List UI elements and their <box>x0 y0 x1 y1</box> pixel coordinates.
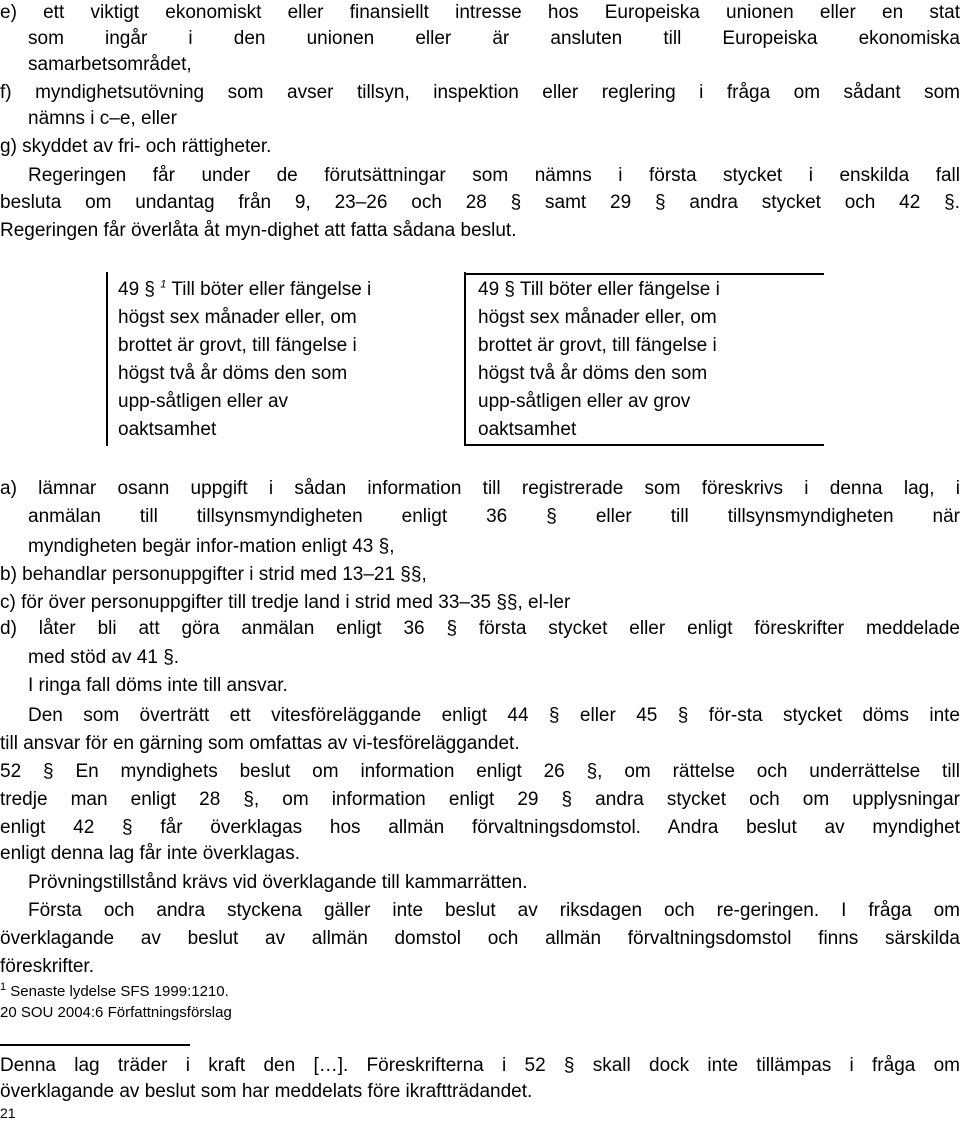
body-line-4: b) behandlar personuppgifter i strid med 13–21 §§, <box>0 564 427 585</box>
intro-line-7: Regeringen får under de förutsättningar som nämns i första stycket i enskilda fall <box>28 165 960 186</box>
current-wording-column <box>118 276 371 444</box>
proposed-wording-line-5: upp-såtligen eller av grov <box>478 391 691 412</box>
body-line-16: Första och andra styckena gäller inte beslut av riksdagen och re-geringen. I fråga om <box>28 900 960 921</box>
body-line-15: Prövningstillstånd krävs vid överklagande till kammarrätten. <box>28 872 528 893</box>
body-line-7: med stöd av 41 §. <box>28 647 180 668</box>
footnote-marker: 1 <box>0 981 7 993</box>
current-wording-line-6: oaktsamhet <box>118 419 217 440</box>
footnote-ref: 1 <box>160 278 167 291</box>
intro-line-4: f) myndighetsutövning som avser tillsyn, inspektion eller reglering i fråga om sådant som <box>0 82 960 103</box>
current-wording-line-1: 49 § $^1$ Till böter eller fängelse i <box>118 278 372 300</box>
current-wording-line-2: högst sex månader eller, om <box>118 307 357 328</box>
current-wording-line-5: upp-såtligen eller av <box>118 391 289 412</box>
intro-line-5: nämns i c–e, eller <box>28 108 177 129</box>
page-number: 21 <box>0 1105 16 1121</box>
body-line-14: enligt denna lag får inte överklagas. <box>0 843 300 864</box>
proposed-wording-line-4: högst två år döms den som <box>478 363 708 384</box>
body-line-17: överklagande av beslut av allmän domstol och allmän förvaltningsdomstol finns särskilda <box>0 928 960 949</box>
table-middle-border <box>464 272 466 446</box>
transition-line-1: Denna lag träder i kraft den […]. Föreskrifterna i 52 § skall dock inte tillämpas i fråga om <box>0 1055 960 1076</box>
body-line-12: tredje man enligt 28 §, om information enligt 29 § andra stycket och om upplysningar <box>0 789 960 810</box>
current-wording-line-3: brottet är grovt, till fängelse i <box>118 335 357 356</box>
running-footer: 20 SOU 2004:6 Författningsförslag <box>0 1004 232 1021</box>
body-line-2: anmälan till tillsynsmyndigheten enligt 36 § eller till tillsynsmyndigheten när <box>28 506 960 527</box>
body-line-6: d) låter bli att göra anmälan enligt 36 § första stycket eller enligt föreskrifter meddelade <box>0 618 960 639</box>
intro-line-6: g) skyddet av fri- och rättigheter. <box>0 136 272 157</box>
footnote-text: Senaste lydelse SFS 1999:1210. <box>10 983 229 1000</box>
intro-line-8: besluta om undantag från 9, 23–26 och 28 § samt 29 § andra stycket och 42 §. <box>0 192 960 213</box>
body-line-3: myndigheten begär infor-mation enligt 43 §, <box>28 536 395 557</box>
intro-line-3: samarbetsområdet, <box>28 54 192 75</box>
body-line-10: till ansvar för en gärning som omfattas av vi-tesföreläggandet. <box>0 733 520 754</box>
proposed-wording-column <box>478 276 720 444</box>
table-left-border <box>106 272 108 446</box>
transition-line-2: överklagande av beslut som har meddelats före ikraftträdandet. <box>0 1081 533 1102</box>
section-number: 49 § <box>118 279 155 300</box>
intro-line-1: e) ett viktigt ekonomiskt eller finansiellt intresse hos Europeiska unionen eller en stat <box>0 2 960 23</box>
body-line-9: Den som överträtt ett vitesföreläggande enligt 44 § eller 45 § för-sta stycket döms inte <box>28 705 960 726</box>
footnote <box>0 982 229 1002</box>
body-line-11: 52 § En myndighets beslut om information enligt 26 §, om rättelse och underrättelse till <box>0 761 960 782</box>
intro-line-9: Regeringen får överlåta åt myn-dighet att fatta sådana beslut. <box>0 220 517 241</box>
proposed-wording-line-6: oaktsamhet <box>478 419 577 440</box>
table-bottom-border <box>464 444 824 446</box>
body-line-18: föreskrifter. <box>0 956 94 977</box>
separator-rule <box>0 1044 190 1046</box>
intro-line-2: som ingår i den unionen eller är ansluten till Europeiska ekonomiska <box>28 28 960 49</box>
proposed-wording-line-2: högst sex månader eller, om <box>478 307 717 328</box>
body-line-5: c) för över personuppgifter till tredje land i strid med 33–35 §§, el-ler <box>0 592 571 613</box>
table-top-border <box>464 273 824 275</box>
body-line-8: I ringa fall döms inte till ansvar. <box>28 675 288 696</box>
body-line-1: a) lämnar osann uppgift i sådan information till registrerade som föreskrivs i denna lag, i <box>0 478 960 499</box>
proposed-wording-line-1: 49 § Till böter eller fängelse i <box>478 279 720 300</box>
current-wording-line-4: högst två år döms den som <box>118 363 348 384</box>
proposed-wording-line-3: brottet är grovt, till fängelse i <box>478 335 717 356</box>
body-line-13: enligt 42 § får överklagas hos allmän förvaltningsdomstol. Andra beslut av myndighet <box>0 817 960 838</box>
